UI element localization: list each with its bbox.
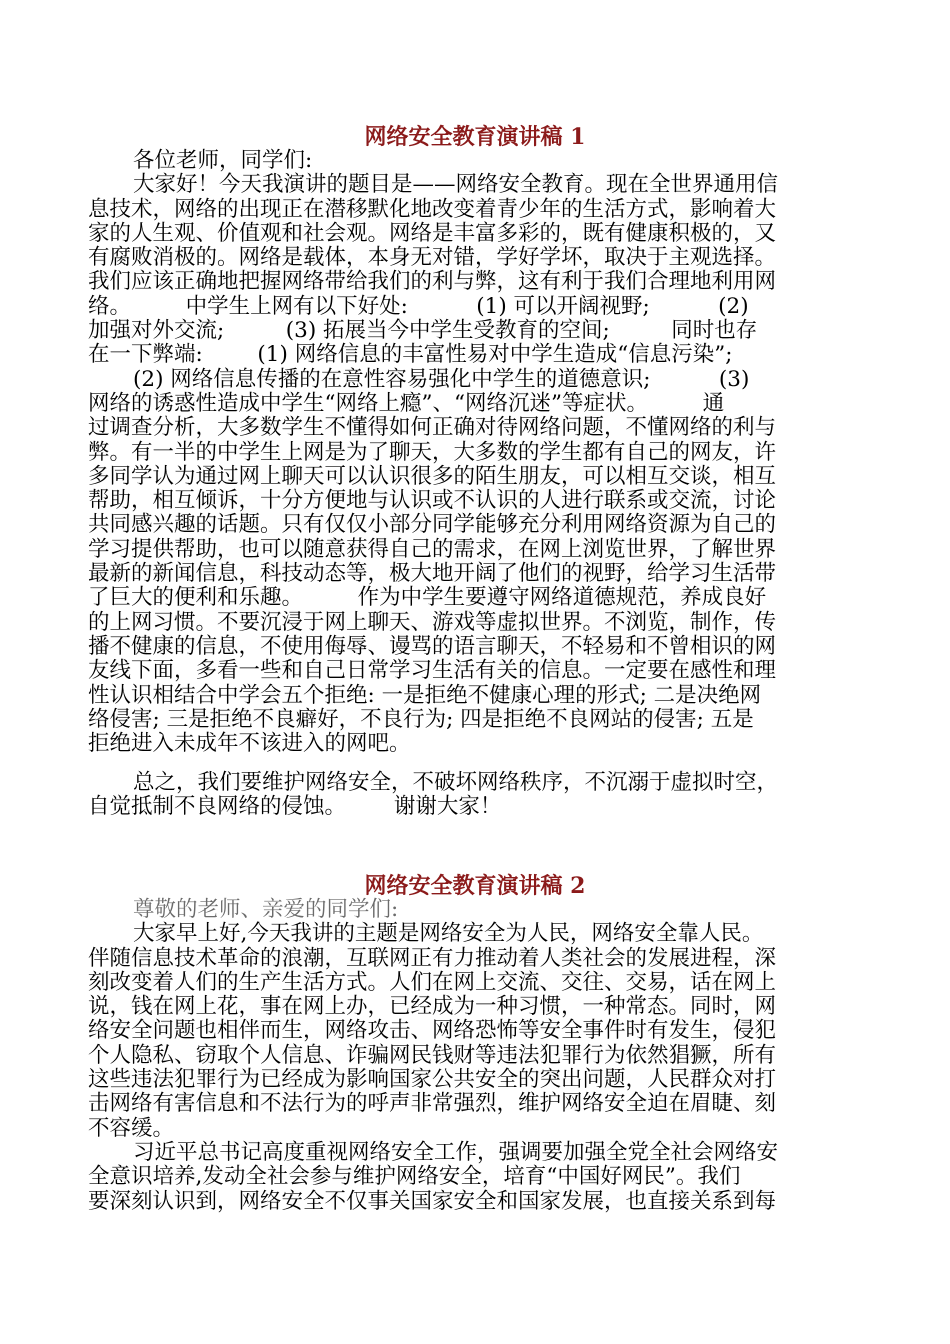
text-line: 帮助，相互倾诉，十分方便地与认识或不认识的人进行联系或交流，讨论 <box>88 488 777 514</box>
text-line: 这些违法犯罪行为已经成为影响国家公共安全的突出问题，人民群众对打 <box>88 1067 777 1093</box>
text-line: 说，钱在网上花，事在网上办，已经成为一种习惯，一种常态。同时，网 <box>88 994 777 1020</box>
speech-1-closing-lines <box>88 771 856 820</box>
text-line: 多同学认为通过网上聊天可以认识很多的陌生朋友，可以相互交谈，相互 <box>88 463 777 489</box>
speech-2-title: 网络安全教育演讲稿 2 <box>364 873 586 899</box>
text-line: 拒绝进入未成年不该进入的网吧。 <box>88 731 411 757</box>
speech-2-paragraph-1 <box>88 922 856 1141</box>
text-line: 在一下弊端: (1) 网络信息的丰富性易对中学生造成“信息污染”; <box>88 342 733 368</box>
text-line: 最新的新闻信息，科技动态等，极大地开阔了他们的视野，给学习生活带 <box>88 561 777 587</box>
text-line: 加强对外交流; (3) 拓展当今中学生受教育的空间; 同时也存 <box>88 318 758 344</box>
speech-1-closing <box>88 771 856 820</box>
text-line: 网络的诱惑性造成中学生“网络上瘾”、“网络沉迷”等症状。 通 <box>88 390 725 416</box>
speech-1-body <box>88 149 856 756</box>
text-line: 络。 中学生上网有以下好处: (1) 可以开阔视野; (2) <box>88 293 749 319</box>
text-line: 络侵害; 三是拒绝不良癖好，不良行为; 四是拒绝不良网站的侵害; 五是 <box>88 706 754 732</box>
text-line: 播不健康的信息，不使用侮辱、谩骂的语言聊天，不轻易和不曾相识的网 <box>88 633 777 659</box>
text-line: 不容缓。 <box>88 1115 175 1141</box>
text-line: 自觉抵制不良网络的侵蚀。 谢谢大家！ <box>88 794 502 820</box>
text-line: 击网络有害信息和不法行为的呼声非常强烈，维护网络安全迫在眉睫、刻 <box>88 1091 777 1117</box>
text-line: 刻改变着人们的生产生活方式。人们在网上交流、交往、交易，话在网上 <box>88 969 777 995</box>
speech-1-salutation: 各位老师，同学们: <box>133 148 313 173</box>
text-line: 伴随信息技术革命的浪潮，互联网正有力推动着人类社会的发展进程，深 <box>88 945 777 971</box>
text-line: 我们应该正确地把握网络带给我们的利与弊，这有利于我们合理地利用网 <box>88 269 777 295</box>
text-line: 全意识培养,发动全社会参与维护网络安全，培育“中国好网民”。我们 <box>88 1164 741 1190</box>
speech-1-paragraph <box>88 173 856 756</box>
text-line: 络安全问题也相伴而生，网络攻击、网络恐怖等安全事件时有发生，侵犯 <box>88 1018 777 1044</box>
text-line: 习近平总书记高度重视网络安全工作，强调要加强全党全社会网络安 <box>133 1139 779 1165</box>
text-line: 大家早上好,今天我讲的主题是网络安全为人民，网络安全靠人民。 <box>133 921 764 947</box>
text-line: 弊。有一半的中学生上网是为了聊天，大多数的学生都有自己的网友，许 <box>88 439 777 465</box>
speech-1-title: 网络安全教育演讲稿 1 <box>364 124 586 150</box>
text-line: 了巨大的便利和乐趣。 作为中学生要遵守网络道德规范，养成良好 <box>88 585 767 611</box>
text-line: 总之，我们要维护网络安全，不破坏网络秩序，不沉溺于虚拟时空， <box>133 770 779 795</box>
text-line: 息技术，网络的出现正在潜移默化地改变着青少年的生活方式，影响着大 <box>88 196 777 222</box>
text-line: 过调查分析，大多数学生不懂得如何正确对待网络问题，不懂网络的利与 <box>88 415 777 441</box>
text-line: 有腐败消极的。网络是载体，本身无对错，学好学坏，取决于主观选择。 <box>88 245 777 271</box>
text-line: 的上网习惯。不要沉浸于网上聊天、游戏等虚拟世界。不浏览，制作，传 <box>88 609 777 635</box>
text-line: 性认识相结合中学会五个拒绝: 一是拒绝不健康心理的形式; 二是决绝网 <box>88 682 762 708</box>
text-line: (2) 网络信息传播的在意性容易强化中学生的道德意识; (3) <box>133 366 750 392</box>
text-line: 大家好！今天我演讲的题目是——网络安全教育。现在全世界通用信 <box>133 172 779 198</box>
text-line: 学习提供帮助，也可以随意获得自己的需求，在网上浏览世界，了解世界 <box>88 536 777 562</box>
speech-2-paragraph-2 <box>88 1141 856 1214</box>
text-line: 友线下面，多看一些和自己日常学习生活有关的信息。一定要在感性和理 <box>88 658 777 684</box>
speech-2-body <box>88 898 856 1214</box>
text-line: 共同感兴趣的话题。只有仅仅小部分同学能够充分利用网络资源为自己的 <box>88 512 777 538</box>
text-line: 个人隐私、窃取个人信息、诈骗网民钱财等违法犯罪行为依然猖獗，所有 <box>88 1042 777 1068</box>
speech-2-salutation: 尊敬的老师、亲爱的同学们: <box>133 897 399 922</box>
text-line: 要深刻认识到，网络安全不仅事关国家安全和国家发展，也直接关系到每 <box>88 1188 777 1214</box>
text-line: 家的人生观、价值观和社会观。网络是丰富多彩的，既有健康积极的，又 <box>88 220 777 246</box>
